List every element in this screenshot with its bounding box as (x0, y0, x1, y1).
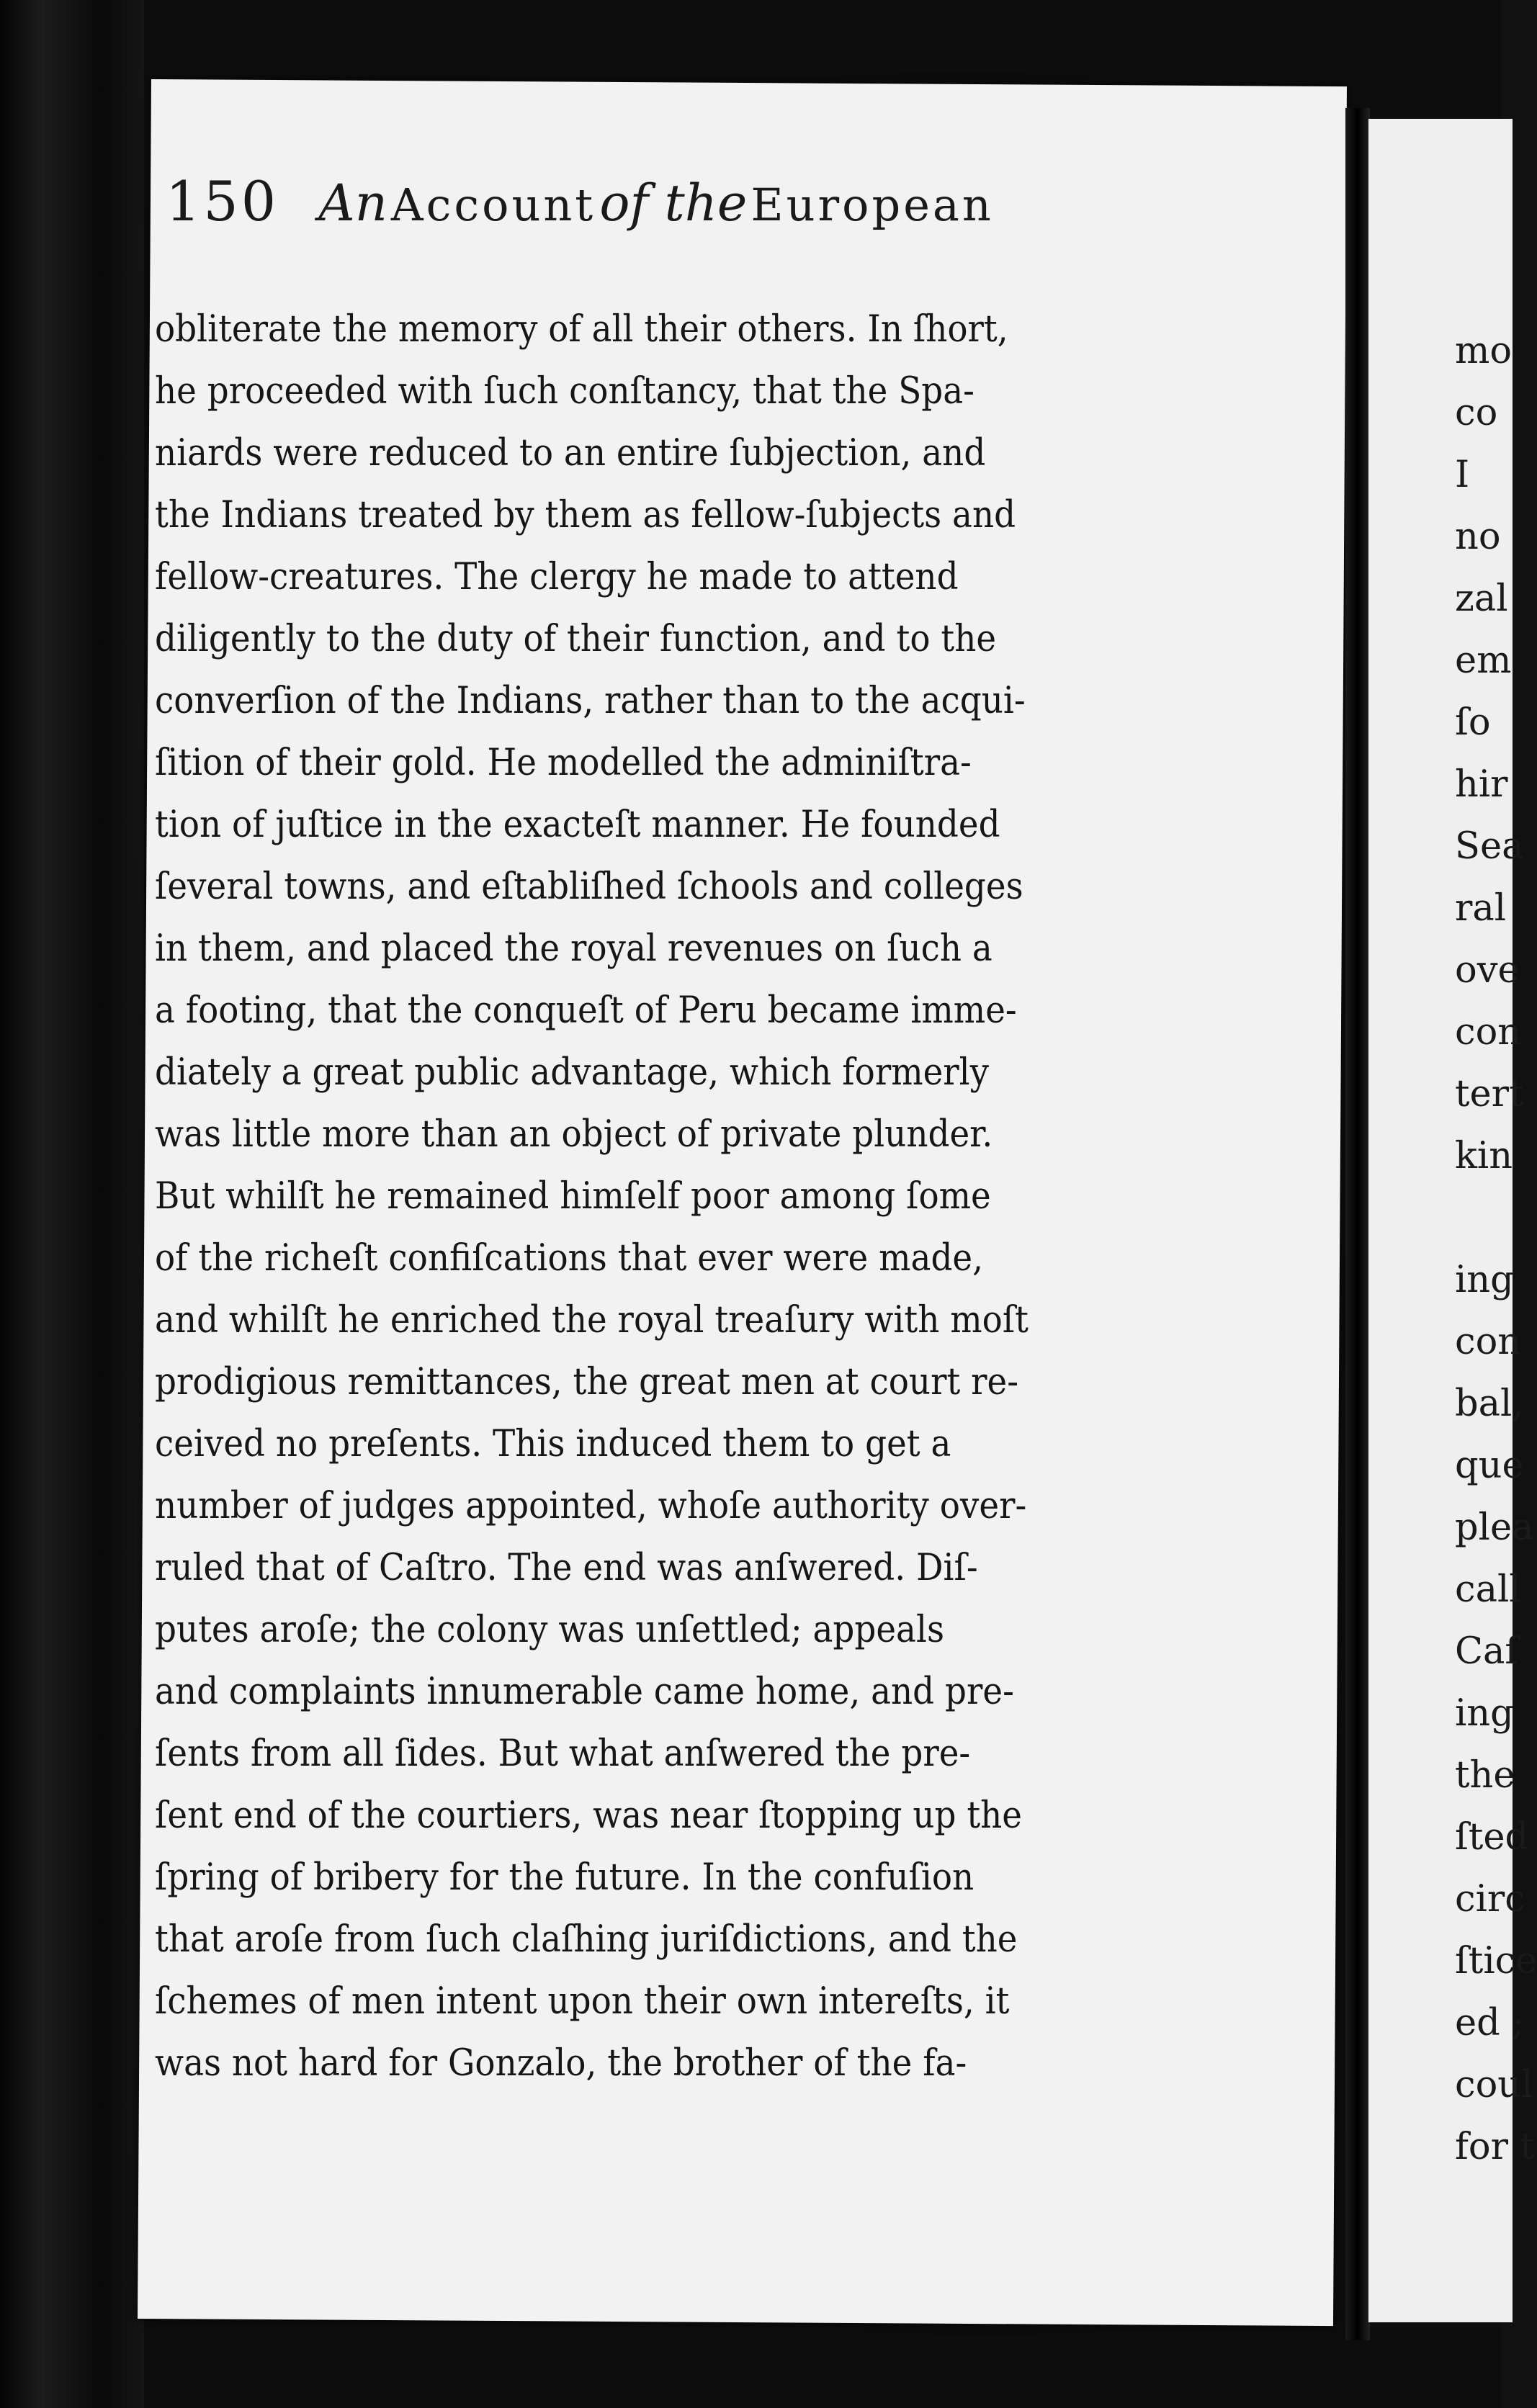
facing-text-line: I (1455, 454, 1470, 496)
text-line: a footing, that the conqueſt of Peru became imme- (155, 989, 1017, 1032)
text-line: ſeveral towns, and eſtabliſhed ſchools and colleges (155, 866, 1023, 908)
facing-text-line: the (1455, 1754, 1515, 1797)
facing-text-line: em (1455, 639, 1512, 682)
text-line: diately a great public advantage, which formerly (155, 1051, 990, 1094)
facing-text-line: ed ; (1455, 2002, 1525, 2044)
text-line: that aroſe from ſuch claſhing juriſdictions, and the (155, 1918, 1018, 1961)
text-line: fellow-creatures. The clergy he made to attend (155, 556, 959, 598)
facing-text-line: ſtice (1455, 1940, 1537, 1982)
facing-text-line: hir (1455, 763, 1508, 806)
facing-text-line: Sea (1455, 825, 1524, 868)
text-line: obliterate the memory of all their others. In ſhort, (155, 308, 1008, 351)
running-title-article: An (318, 174, 387, 233)
text-line: diligently to the duty of their function, and to the (155, 618, 997, 660)
text-line: ſent end of the courtiers, was near ſtopping up the (155, 1794, 1023, 1837)
running-title-word-european: European (750, 179, 994, 231)
facing-text-line: bal, (1455, 1383, 1524, 1425)
facing-text-line: ove (1455, 949, 1520, 992)
facing-text-line: con (1455, 1321, 1522, 1363)
facing-text-line: kin (1455, 1135, 1513, 1177)
facing-text-line: ing (1455, 1259, 1514, 1301)
running-title-word-account: Account (390, 179, 596, 231)
facing-text-line: no (1455, 516, 1501, 558)
text-line: ceived no preſents. This induced them to get a (155, 1423, 951, 1465)
body-text (155, 299, 1379, 2095)
facing-text-line (1455, 1187, 1537, 1249)
text-line: prodigious remittances, the great men at court re- (155, 1361, 1019, 1403)
facing-text-line: coul (1455, 2064, 1533, 2106)
facing-text-line: ſo (1455, 701, 1491, 744)
facing-page-text (1455, 320, 1537, 2178)
facing-text-line: for t (1455, 2126, 1535, 2168)
facing-text-line: Caſ (1455, 1630, 1519, 1673)
facing-text-line: tert (1455, 1073, 1524, 1115)
text-line: tion of juſtice in the exacteſt manner. He founded (155, 804, 1000, 846)
text-line: the Indians treated by them as fellow-ſubjects and (155, 494, 1016, 536)
text-line: converſion of the Indians, rather than to the acqui- (155, 680, 1026, 722)
text-line: of the richeſt confiſcations that ever were made, (155, 1237, 984, 1280)
book-gutter (1345, 108, 1370, 2340)
film-edge (0, 0, 144, 2408)
facing-text-line: call (1455, 1568, 1521, 1611)
facing-text-line: ral (1455, 887, 1507, 930)
text-line: and complaints innumerable came home, and pre- (155, 1671, 1014, 1713)
facing-text-line: ſted (1455, 1816, 1529, 1859)
facing-text-line: mo (1455, 330, 1513, 372)
facing-text-line: co (1455, 392, 1498, 434)
text-line: ſchemes of men intent upon their own intereſts, it (155, 1980, 1010, 2023)
facing-text-line: que (1455, 1445, 1524, 1487)
facing-text-line: con (1455, 1011, 1522, 1054)
text-line: was little more than an object of private plunder. (155, 1113, 993, 1156)
facing-text-line: ing (1455, 1692, 1514, 1735)
text-line: niards were reduced to an entire ſubjection, and (155, 432, 986, 475)
text-line: he proceeded with ſuch conſtancy, that the Spa- (155, 370, 974, 413)
text-line: ſition of their gold. He modelled the adminiſtra- (155, 742, 972, 784)
page-header (166, 169, 1174, 263)
text-line: number of judges appointed, whoſe authority over- (155, 1485, 1027, 1527)
text-line: and whilſt he enriched the royal treaſury with moſt (155, 1299, 1029, 1342)
text-line: ſpring of bribery for the future. In the confuſion (155, 1856, 974, 1899)
running-title (318, 174, 994, 233)
page-number: 150 (166, 169, 279, 233)
facing-text-line: circ (1455, 1878, 1525, 1920)
text-line: ruled that of Caſtro. The end was anſwered. Diſ- (155, 1547, 978, 1589)
text-line: in them, and placed the royal revenues on ſuch a (155, 927, 992, 970)
text-line: putes aroſe; the colony was unſettled; appeals (155, 1609, 944, 1651)
facing-page (1368, 119, 1537, 2322)
running-title-of-the: of the (599, 174, 748, 233)
facing-text-line: zal (1455, 578, 1508, 620)
text-line: ſents from all ſides. But what anſwered the pre- (155, 1733, 971, 1775)
text-line: was not hard for Gonzalo, the brother of the fa- (155, 2042, 967, 2085)
facing-text-line: plea (1455, 1506, 1534, 1549)
text-line: But whilſt he remained himſelf poor among ſome (155, 1175, 991, 1218)
